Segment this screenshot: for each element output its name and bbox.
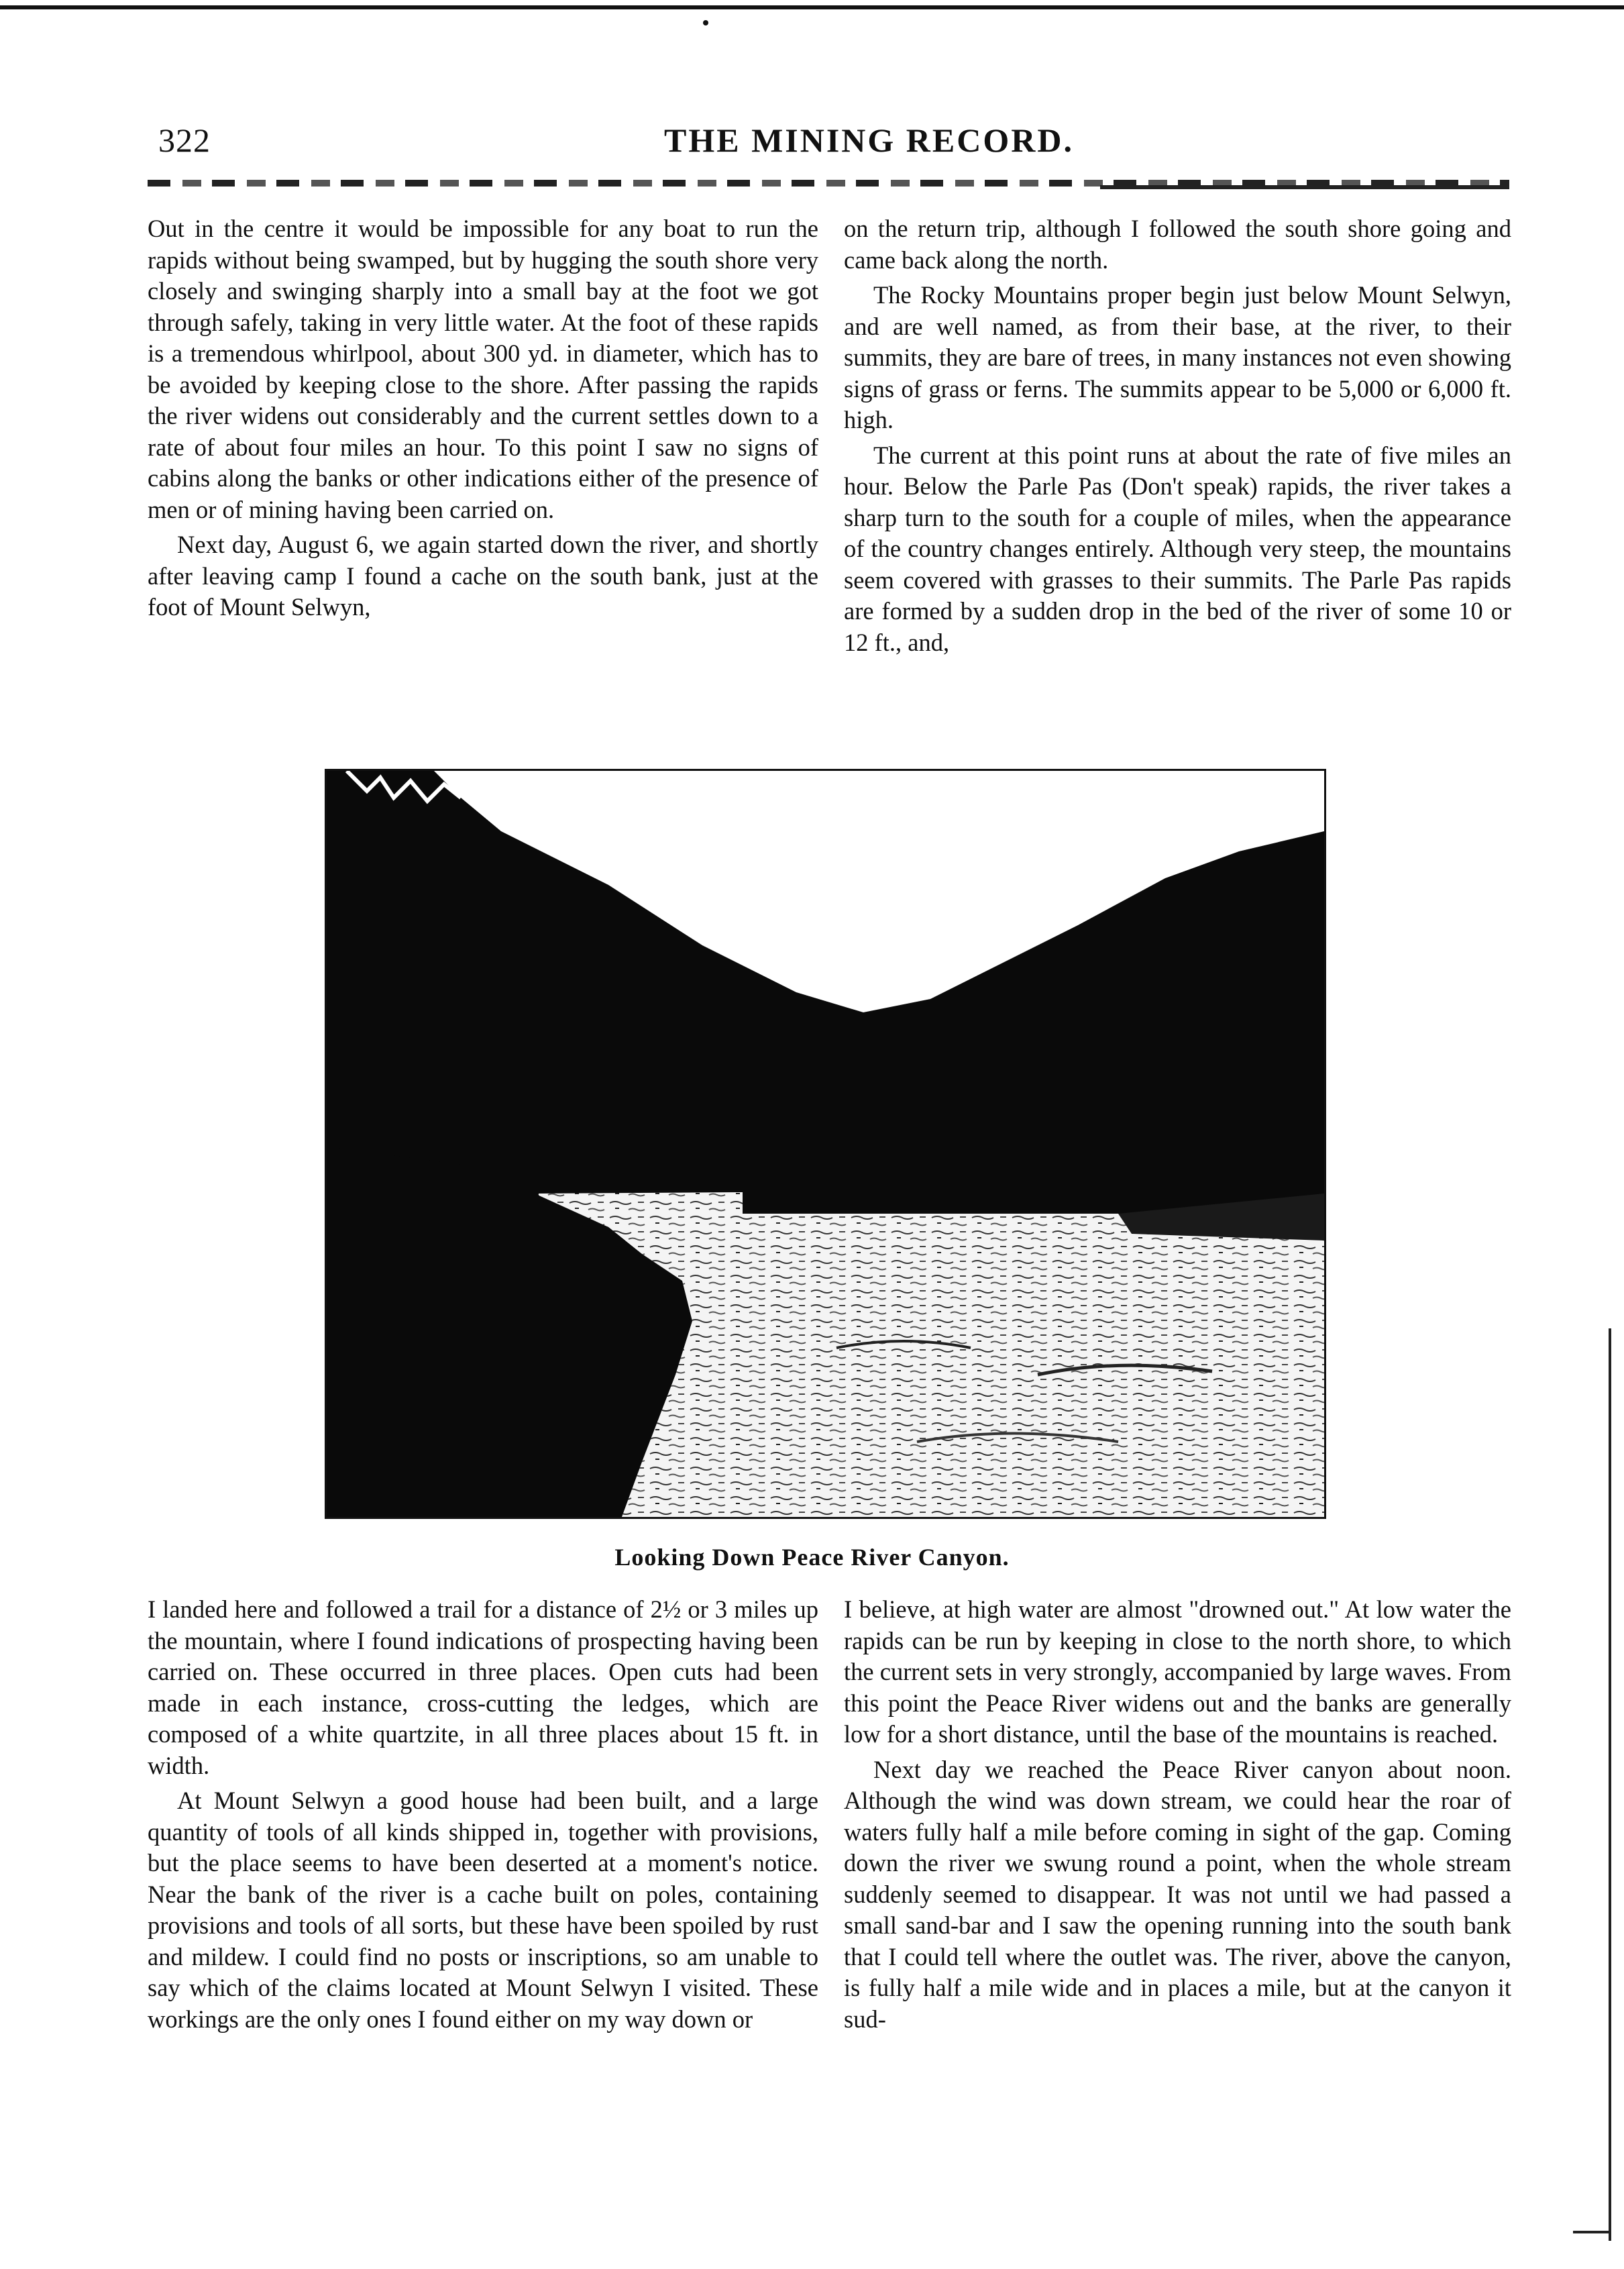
page-number: 322 [158,121,211,159]
scan-margin-line-bottom [1573,2231,1610,2233]
paragraph: on the return trip, although I followed the south shore going and came back along the north. [844,215,1511,274]
running-title: THE MINING RECORD. [664,121,1074,159]
header-dot [703,20,708,25]
header-rule-right [1100,185,1509,189]
paragraph: I landed here and followed a trail for a distance of 2½ or 3 miles up the mountain, where I found indications of prospecting having been carried on. These occurred in three places. Open cuts had been made in each instance, cross-cutting the ledges, which are composed of a white quartzite, in all three places about 15 ft. in width. [148,1595,818,1779]
paragraph: At Mount Selwyn a good house had been built, and a large quantity of tools of all kinds shipped in, together with provisions, but the place seems to have been deserted at a moment's notice. Near the bank of the river is a cache built on poles, containing provisions and tools of all sorts, but these have been spoiled by rust and mildew. I could find no posts or inscriptions, so am unable to say which of the claims located at Mount Selwyn I visited. These workings are the only ones I found either on my way down or [148,1787,818,2033]
paragraph: Next day we reached the Peace River canyon about noon. Although the wind was down stream, we could hear the roar of waters fully half a mile before coming in sight of the gap. Coming down the river we swung round a point, when the whole stream suddenly seemed to disappear. It was not until we had passed a small sand-bar and I saw the opening running into the south bank that I could tell where the outlet was. The river, above the canyon, is fully half a mile wide and in places a mile, but at the canyon it sud- [844,1755,1511,2033]
paragraph: I believe, at high water are almost "drowned out." At low water the rapids can be run by keeping in close to the north shore, to which the current sets in very strongly, accompanied by large waves. From this point the Peace River widens out and the banks are generally low for a short distance, until the base of the mountains is reached. [844,1595,1511,1748]
canyon-photograph [325,769,1326,1519]
paragraph: The Rocky Mountains proper begin just below Mount Selwyn, and are well named, as from their base, at the river, to their summits, they are bare of trees, in many instances not even showing signs of grass or ferns. The summits appear to be 5,000 or 6,000 ft. high. [844,281,1511,433]
figure-caption: Looking Down Peace River Canyon. [614,1544,1010,1571]
paragraph: Next day, August 6, we again started down the river, and shortly after leaving camp I found a cache on the south bank, just at the foot of Mount Selwyn, [148,531,818,621]
paragraph: Out in the centre it would be impossible for any boat to run the rapids without being swamped, but by hugging the south shore very closely and swinging sharply into a small bay at the foot we got through safely, taking in very little water. At the foot of these rapids is a tremendous whirlpool, about 300 yd. in diameter, which has to be avoided by keeping close to the shore. After passing the rapids the river widens out considerably and the current settles down to a rate of about four miles an hour. To this point I saw no signs of cabins along the banks or other indications either of the presence of men or of mining having been carried on. [148,215,818,523]
canyon-photo-illustration [327,771,1324,1517]
column-bottom-left [148,1594,818,2039]
column-bottom-right [844,1594,1511,2039]
top-edge-rule [0,5,1624,9]
paragraph: The current at this point runs at about the rate of five miles an hour. Below the Parle Pas (Don't speak) rapids, the river takes a sharp turn to the south for a couple of miles, when the appearance of the country changes entirely. Although very steep, the mountains seem covered with grasses to their summits. The Parle Pas rapids are formed by a sudden drop in the bed of the river of some 10 or 12 ft., and, [844,441,1511,656]
column-top-left [148,213,818,627]
column-top-right [844,213,1511,662]
scan-margin-line [1609,1328,1611,2241]
